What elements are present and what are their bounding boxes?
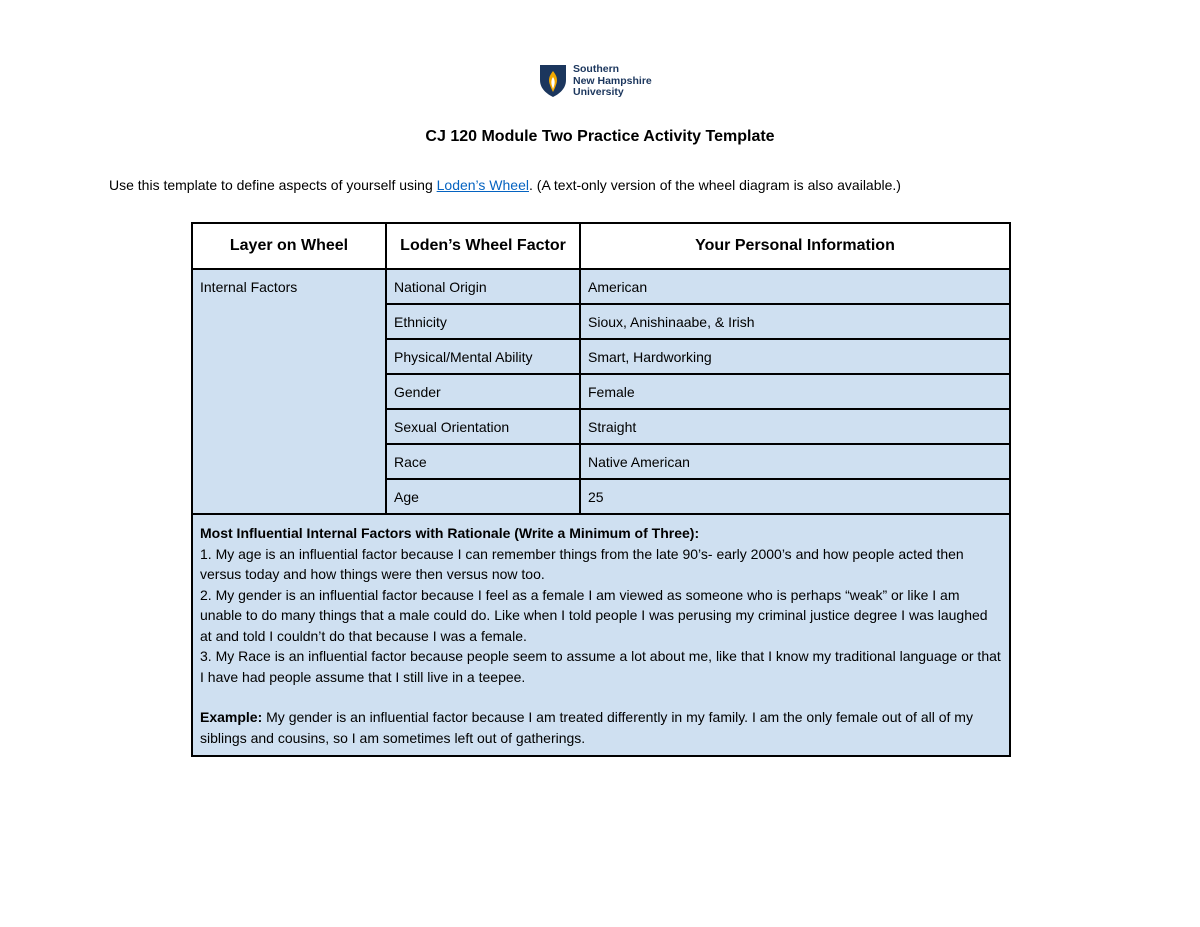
intro-paragraph [109, 177, 901, 193]
rationale-cell [192, 514, 1010, 756]
header-personal-info: Your Personal Information [580, 223, 1010, 269]
header-layer: Layer on Wheel [192, 223, 386, 269]
logo-wordmark [573, 64, 652, 99]
lodens-wheel-link[interactable]: Loden’s Wheel [436, 177, 529, 193]
lodens-wheel-table [191, 222, 1011, 757]
factor-cell: National Origin [386, 269, 580, 304]
info-cell: Native American [580, 444, 1010, 479]
paragraph-spacer [200, 687, 1002, 707]
info-cell: Sioux, Anishinaabe, & Irish [580, 304, 1010, 339]
table-row [192, 269, 1010, 304]
factor-cell: Race [386, 444, 580, 479]
rationale-row [192, 514, 1010, 756]
info-cell: Smart, Hardworking [580, 339, 1010, 374]
info-cell: Straight [580, 409, 1010, 444]
logo-line-3: University [573, 86, 624, 98]
rationale-heading: Most Influential Internal Factors with Rationale (Write a Minimum of Three): [200, 525, 700, 541]
info-cell: 25 [580, 479, 1010, 514]
info-cell: Female [580, 374, 1010, 409]
rationale-item-1: 1. My age is an influential factor because I can remember things from the late 90’s- early 2000’s and how people acted then versus today and how things were then versus now too. [200, 545, 964, 582]
document-title: CJ 120 Module Two Practice Activity Template [425, 128, 775, 145]
example-paragraph [200, 707, 1002, 748]
intro-text-after: . (A text-only version of the wheel diagram is also available.) [529, 177, 901, 193]
example-label: Example: [200, 709, 263, 725]
layer-cell: Internal Factors [192, 269, 386, 514]
factor-cell: Physical/Mental Ability [386, 339, 580, 374]
header-factor: Loden’s Wheel Factor [386, 223, 580, 269]
intro-text-before: Use this template to define aspects of yourself using [109, 177, 437, 193]
rationale-item-3: 3. My Race is an influential factor because people seem to assume a lot about me, like that I know my traditional language or that I have had people assume that I still live in a teepee. [200, 648, 1001, 685]
factor-cell: Age [386, 479, 580, 514]
factor-cell: Sexual Orientation [386, 409, 580, 444]
example-text: My gender is an influential factor because I am treated differently in my family. I am the only female out of all of my siblings and cousins, so I am sometimes left out of gatherings. [200, 709, 973, 746]
factor-cell: Gender [386, 374, 580, 409]
factor-cell: Ethnicity [386, 304, 580, 339]
logo-line-2: New Hampshire [573, 74, 652, 87]
info-cell: American [580, 269, 1010, 304]
shield-flame-icon [539, 64, 567, 98]
logo-line-1: Southern [573, 63, 620, 75]
table-header-row [192, 223, 1010, 269]
rationale-item-2: 2. My gender is an influential factor because I feel as a female I am viewed as someone who is perhaps “weak” or like I am unable to do many things that a male could do. Like when I told people I was perusing my criminal justice degree I was laughed at and told I couldn’t do that because I was a female. [200, 586, 988, 644]
university-logo [539, 64, 652, 99]
